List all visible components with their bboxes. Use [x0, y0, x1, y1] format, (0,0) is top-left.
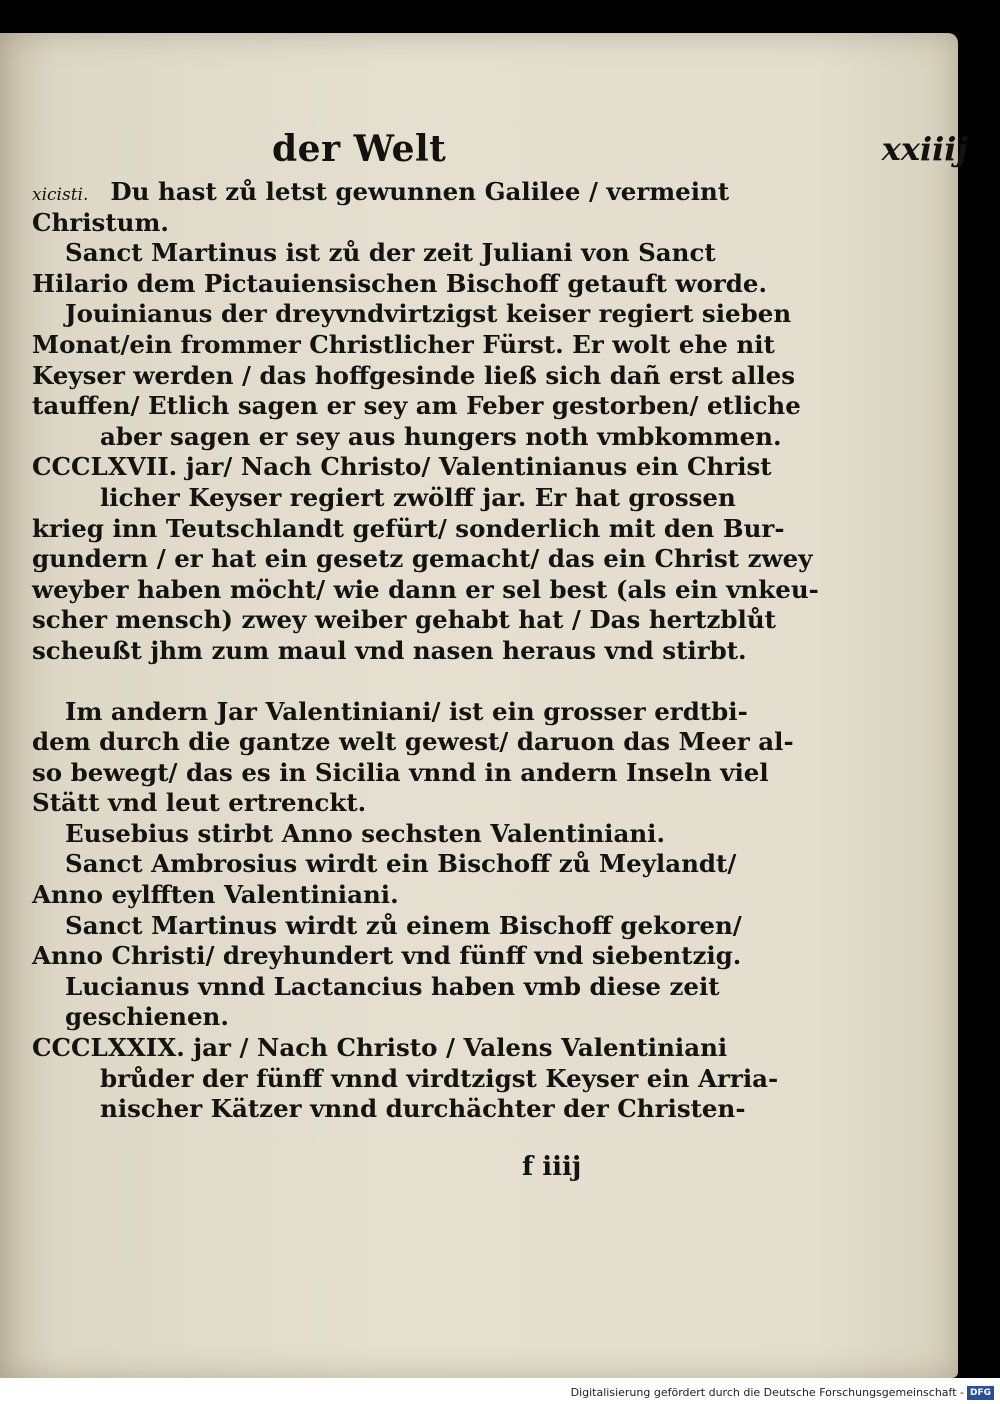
- text-line: Sanct Ambrosius wirdt ein Bischoff zů Meylandt/: [65, 849, 737, 879]
- text-line: Stätt vnd leut ertrenckt.: [32, 788, 367, 818]
- funding-credit: Digitalisierung gefördert durch die Deutsche Forschungsgemeinschaft -: [570, 1386, 964, 1399]
- text-line: xicisti. Du hast zů letst gewunnen Galilee / vermeint: [32, 177, 730, 206]
- text-line: Anno eylfften Valentiniani.: [32, 880, 399, 910]
- text-line: licher Keyser regiert zwölff jar. Er hat grossen: [100, 482, 736, 512]
- text-line: so bewegt/ das es in Sicilia vnnd in andern Inseln viel: [32, 757, 769, 787]
- text-line: Anno Christi/ dreyhundert vnd fünff vnd siebentzig.: [32, 941, 742, 971]
- text-line: gundern / er hat ein gesetz gemacht/ das ein Christ zwey: [32, 544, 813, 574]
- body-text: [32, 177, 819, 1125]
- text-line: brůder der fünff vnnd virdtzigst Keyser ein Arria-: [100, 1063, 779, 1093]
- signature-mark: f iiij: [522, 1152, 582, 1182]
- folio-number: xxiiij: [881, 130, 968, 168]
- text-line: weyber haben möcht/ wie dann er sel best (als ein vnkeu-: [32, 574, 819, 604]
- dfg-logo-icon: DFG: [967, 1386, 994, 1400]
- text-line: scheußt jhm zum maul vnd nasen heraus vnd stirbt.: [32, 635, 747, 665]
- text-line: Keyser werden / das hoffgesinde ließ sich dañ erst alles: [32, 360, 796, 390]
- footer-bar: [0, 1378, 1000, 1404]
- text-line: geschienen.: [65, 1002, 229, 1032]
- page-header: [30, 128, 968, 170]
- text-line: tauffen/ Etlich sagen er sey am Feber gestorben/ etliche: [32, 391, 801, 421]
- text-line: Jouinianus der dreyvndvirtzigst keiser regiert sieben: [65, 299, 792, 329]
- text-line: Sanct Martinus wirdt zů einem Bischoff gekoren/: [65, 910, 742, 940]
- running-title: der Welt: [272, 128, 447, 170]
- text-line: Hilario dem Pictauiensischen Bischoff getauft worde.: [32, 268, 768, 298]
- text-line: CCCLXVII. jar/ Nach Christo/ Valentinianus ein Christ: [32, 452, 772, 482]
- text-line: scher mensch) zwey weiber gehabt hat / Das hertzblůt: [32, 605, 776, 635]
- paragraph-gap: [32, 667, 692, 697]
- text-line: Christum.: [32, 207, 169, 237]
- text-line: krieg inn Teutschlandt gefürt/ sonderlich mit den Bur-: [32, 513, 785, 543]
- text-line: Monat/ein frommer Christlicher Fürst. Er wolt ehe nit: [32, 329, 775, 359]
- text-line: Im andern Jar Valentiniani/ ist ein grosser erdtbi-: [65, 696, 748, 726]
- text-line: Lucianus vnnd Lactancius haben vmb diese zeit: [65, 971, 720, 1001]
- text-line: aber sagen er sey aus hungers noth vmbkommen.: [100, 421, 782, 451]
- text-line: Eusebius stirbt Anno sechsten Valentiniani.: [65, 818, 666, 848]
- margin-note: xicisti.: [32, 185, 89, 205]
- text-line: Sanct Martinus ist zů der zeit Juliani von Sanct: [65, 238, 716, 268]
- text-line: dem durch die gantze welt gewest/ daruon das Meer al-: [32, 727, 794, 757]
- text-line: nischer Kätzer vnnd durchächter der Christen-: [100, 1094, 746, 1124]
- text-line: CCCLXXIX. jar / Nach Christo / Valens Valentiniani: [32, 1033, 728, 1063]
